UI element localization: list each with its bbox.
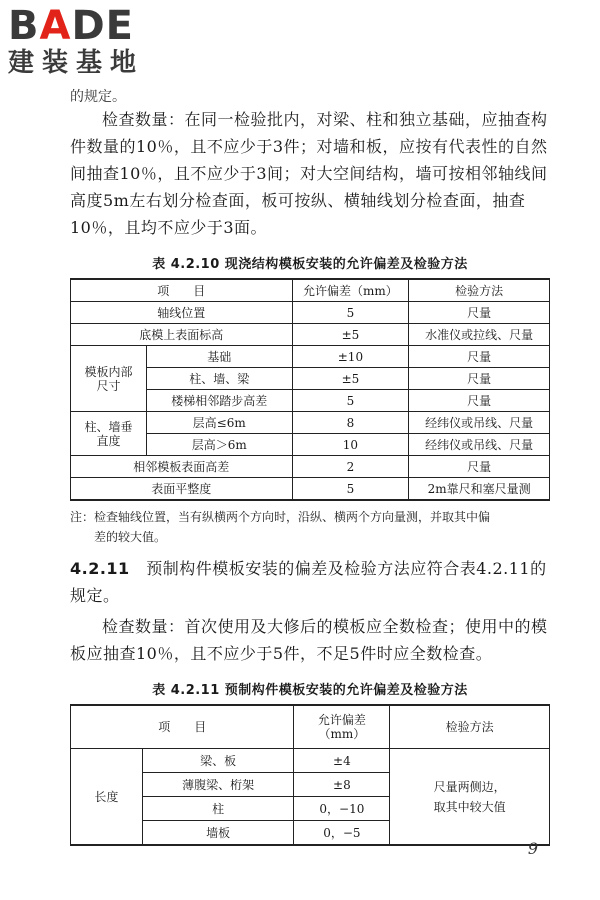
note-line-2: 差的较大值。 [94,530,167,544]
logo-subtitle: 建装基地 [8,48,145,78]
table-row [71,346,550,368]
row-tolerance: ±5 [292,324,409,346]
header-method: 检验方法 [409,279,550,302]
row-item: 层高≤6m [146,412,292,434]
row-item: 柱 [142,797,294,821]
header-item: 项 目 [71,279,293,302]
table-row [71,302,550,324]
table-header-row [71,279,550,302]
row-item: 层高＞6m [146,434,292,456]
row-item: 柱、墙、梁 [146,368,292,390]
group-label: 柱、墙垂直度 [71,412,147,456]
table-row [71,412,550,434]
section-4-2-11 [70,555,550,609]
group-label: 模板内部尺寸 [71,346,147,412]
group-label: 长度 [71,749,143,846]
row-method [390,749,550,846]
row-item: 底模上表面标高 [71,324,293,346]
table-4-2-10 [70,278,550,501]
section-paragraph [70,555,550,609]
table-header-row [71,705,550,749]
row-method: 2m靠尺和塞尺量测 [409,478,550,501]
row-method: 尺量 [409,390,550,412]
header-tolerance [294,705,390,749]
row-tolerance: 5 [292,390,409,412]
header-tolerance: 允许偏差（mm） [292,279,409,302]
row-item: 薄腹梁、桁架 [142,773,294,797]
table-4-2-10-title: 表 4.2.10 现浇结构模板安装的允许偏差及检验方法 [152,257,468,272]
inspection-quantity-paragraph-2: 检查数量：首次使用及大修后的模板应全数检查；使用中的模板应抽查10％，且不应少于5件，不足5件时应全数检查。 [70,617,548,663]
row-item: 相邻模板表面高差 [71,456,293,478]
row-tolerance: 5 [292,478,409,501]
table-row [71,456,550,478]
table-row [71,478,550,501]
section-text: 预制构件模板安装的偏差及检验方法应符合表4.2.11的规定。 [70,559,547,605]
row-method: 经纬仪或吊线、尺量 [409,434,550,456]
row-tolerance: ±5 [292,368,409,390]
row-method: 尺量 [409,368,550,390]
row-item: 楼梯相邻踏步高差 [146,390,292,412]
header-tolerance-line-1: 允许偏差 [317,713,366,727]
inspection-quantity-paragraph: 检查数量：在同一检验批内，对梁、柱和独立基础，应抽查构件数量的10％，且不应少于3件；对墙和板，应按有代表性的自然间抽查10％，且不应少于3间；对大空间结构，墙可按相邻轴线间高度5m左右划分检查面，板可按纵、横轴线划分检查面，抽查10％，且均不应少于3面。 [70,110,548,237]
method-line-1: 尺量两侧边， [433,779,506,794]
row-tolerance: 2 [292,456,409,478]
top-fragment: 的规定。 [70,89,126,105]
row-tolerance: ±4 [294,749,390,773]
row-method: 尺量 [409,456,550,478]
table-note [70,507,550,547]
method-line-2: 取其中较大值 [433,799,506,814]
page-number: 9 [527,839,538,858]
header-item: 项 目 [71,705,294,749]
logo-accent-letter: A [39,3,72,49]
row-method: 水准仪或拉线、尺量 [409,324,550,346]
row-item: 轴线位置 [71,302,293,324]
logo-wordmark: BADE [8,3,134,49]
table-4-2-11 [70,704,550,846]
note-line-1: 注：检查轴线位置，当有纵横两个方向时，沿纵、横两个方向量测，并取其中偏 [70,510,491,524]
section-number: 4.2.11 [70,559,130,578]
table-4-2-11-title: 表 4.2.11 预制构件模板安装的允许偏差及检验方法 [152,683,468,698]
row-tolerance: ±10 [292,346,409,368]
row-item: 基础 [146,346,292,368]
row-method: 尺量 [409,346,550,368]
document-page [70,88,550,846]
table-row [71,749,550,773]
row-tolerance: 10 [292,434,409,456]
header-method: 检验方法 [390,705,550,749]
row-tolerance: 0，−5 [294,821,390,846]
header-tolerance-line-2: （mm） [318,727,366,741]
row-tolerance: ±8 [294,773,390,797]
table-row [71,324,550,346]
row-item: 梁、板 [142,749,294,773]
row-method: 经纬仪或吊线、尺量 [409,412,550,434]
row-method: 尺量 [409,302,550,324]
row-item: 表面平整度 [71,478,293,501]
row-item: 墙板 [142,821,294,846]
row-tolerance: 5 [292,302,409,324]
brand-logo [8,4,178,78]
row-tolerance: 0，−10 [294,797,390,821]
row-tolerance: 8 [292,412,409,434]
